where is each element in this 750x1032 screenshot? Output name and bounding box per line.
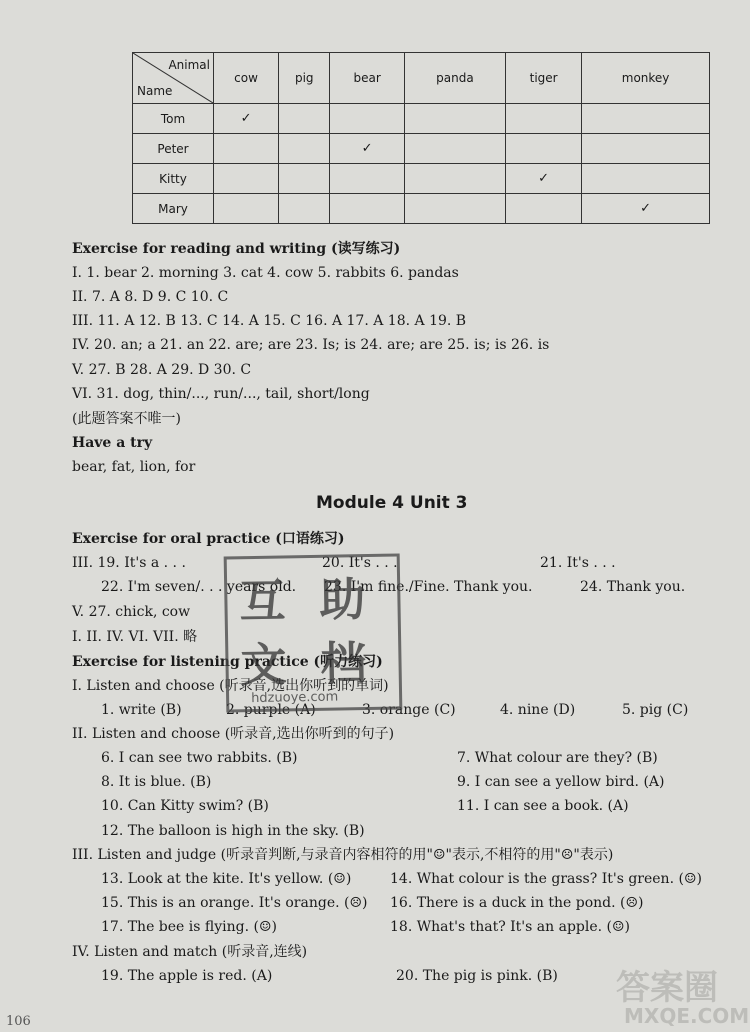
oral-heading: Exercise for oral practice (口语练习) [72,531,345,547]
oral-line: 22. I'm seven/. . . years old. [101,579,297,595]
stamp-char: 档 [320,636,368,691]
rw-line: I. 1. bear 2. morning 3. cat 4. cow 5. rabbits 6. pandas [72,265,459,281]
rw-line: III. 11. A 12. B 13. C 14. A 15. C 16. A 17. A 18. A 19. B [72,313,467,329]
oral-line: 24. Thank you. [580,579,686,595]
corner-name-label: Name [137,84,173,98]
table-cell [330,104,404,134]
row-name: Kitty [133,164,214,194]
listen-item: 6. I can see two rabbits. (B) [101,750,298,766]
column-header: tiger [506,53,582,104]
table-row [133,134,710,164]
listen-item: 10. Can Kitty swim? (B) [101,798,269,814]
table-row [133,194,710,224]
listen-section: II. Listen and choose (听录音,选出你听到的句子) [72,726,395,742]
stamp-char: 文 [240,637,288,693]
module-title: Module 4 Unit 3 [316,493,468,513]
table-cell [404,104,505,134]
rw-heading: Exercise for reading and writing (读写练习) [72,241,401,257]
table-cell [214,164,279,194]
answer-table [132,52,710,224]
table-cell [506,194,582,224]
oral-line: V. 27. chick, cow [72,604,191,620]
row-name: Peter [133,134,214,164]
table-cell: ✓ [582,194,710,224]
table-cell: ✓ [506,164,582,194]
table-cell [279,104,330,134]
watermark-logo: 答案圈 [616,968,718,1008]
table-cell [330,194,404,224]
listen-item: 11. I can see a book. (A) [457,798,629,814]
table-cell [506,134,582,164]
oral-line: 21. It's . . . [540,555,616,571]
stamp-seal [224,553,403,712]
try-heading: Have a try [72,435,153,451]
stamp-char: 助 [318,572,366,627]
table-cell [214,194,279,224]
table-cell [582,134,710,164]
listen-item: 12. The balloon is high in the sky. (B) [101,823,365,839]
listen-item: 1. write (B) [101,702,182,718]
table-cell: ✓ [330,134,404,164]
stamp-url: hdzuoye.com [251,689,339,707]
table-cell [279,134,330,164]
listen-item: 20. The pig is pink. (B) [396,968,558,984]
table-cell [214,134,279,164]
rw-line: V. 27. B 28. A 29. D 30. C [72,362,252,378]
table-cell [330,164,404,194]
table-cell [279,164,330,194]
listen-item: 8. It is blue. (B) [101,774,212,790]
listen-heading: Exercise for listening practice (听力练习) [72,654,383,670]
table-cell [582,104,710,134]
listen-item: 15. This is an orange. It's orange. (☹) [101,895,368,911]
column-header: pig [279,53,330,104]
oral-line: 20. It's . . . [322,555,398,571]
watermark-url: MXQE.COM [624,1004,750,1028]
row-name: Tom [133,104,214,134]
table-corner-cell [133,53,214,104]
listen-item: 19. The apple is red. (A) [101,968,273,984]
row-name: Mary [133,194,214,224]
oral-line: III. 19. It's a . . . [72,555,186,571]
table-cell: ✓ [214,104,279,134]
column-header: cow [214,53,279,104]
listen-item: 2. purple (A) [226,702,316,718]
listen-section: IV. Listen and match (听录音,连线) [72,944,308,960]
page-number: 106 [6,1014,31,1029]
listen-item: 5. pig (C) [622,702,689,718]
column-header: monkey [582,53,710,104]
table-cell [404,194,505,224]
table-cell [506,104,582,134]
listen-item: 16. There is a duck in the pond. (☹) [390,895,644,911]
corner-animal-label: Animal [168,58,210,72]
listen-item: 13. Look at the kite. It's yellow. (☺) [101,871,352,887]
rw-line: II. 7. A 8. D 9. C 10. C [72,289,229,305]
listen-item: 17. The bee is flying. (☺) [101,919,277,935]
listen-item: 4. nine (D) [500,702,576,718]
oral-line: 23. I'm fine./Fine. Thank you. [324,579,533,595]
table-header-row [133,53,710,104]
listen-item: 7. What colour are they? (B) [457,750,658,766]
rw-line: VI. 31. dog, thin/..., run/..., tail, short/long [72,386,370,402]
column-header: panda [404,53,505,104]
try-answer: bear, fat, lion, for [72,459,196,475]
listen-section: I. Listen and choose (听录音,选出你听到的单词) [72,678,389,694]
rw-note: (此题答案不唯一) [72,411,181,427]
listen-item: 18. What's that? It's an apple. (☺) [390,919,631,935]
table-cell [582,164,710,194]
column-header: bear [330,53,404,104]
stamp-char: 互 [238,573,286,629]
oral-line: I. II. IV. VI. VII. 略 [72,629,198,645]
listen-section: III. Listen and judge (听录音判断,与录音内容相符的用"☺"表示,不相符的用"☹"表示) [72,847,614,863]
listen-item: 3. orange (C) [362,702,456,718]
table-cell [404,134,505,164]
table-row [133,164,710,194]
table-row [133,104,710,134]
table-cell [279,194,330,224]
rw-line: IV. 20. an; a 21. an 22. are; are 23. Is; is 24. are; are 25. is; is 26. is [72,337,550,353]
listen-item: 9. I can see a yellow bird. (A) [457,774,665,790]
listen-item: 14. What colour is the grass? It's green. (☺) [390,871,702,887]
table-cell [404,164,505,194]
